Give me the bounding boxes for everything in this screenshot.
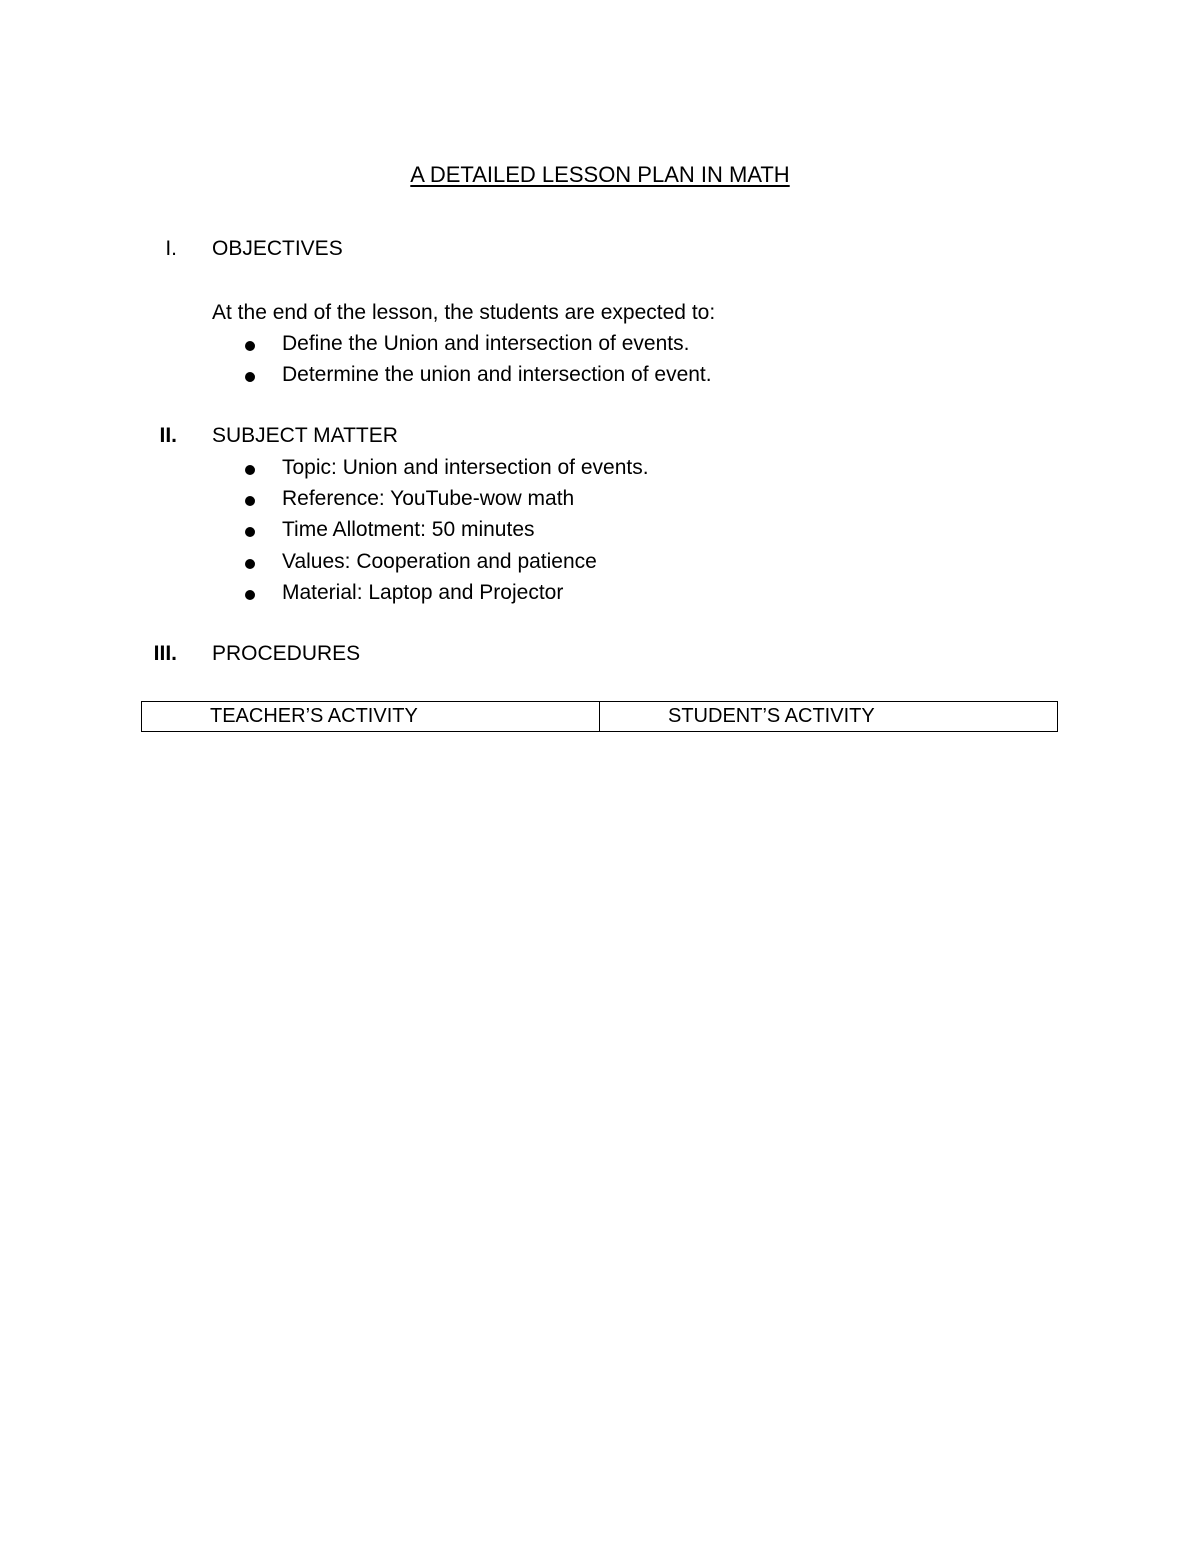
section-procedures-heading xyxy=(0,642,1200,670)
objectives-intro: At the end of the lesson, the students are expected to: xyxy=(212,301,716,324)
list-item xyxy=(0,581,1200,612)
table-header-row xyxy=(142,702,1058,732)
bullet-icon xyxy=(245,372,255,382)
list-item-text: Material: Laptop and Projector xyxy=(282,580,564,604)
list-item-text: Determine the union and intersection of event. xyxy=(282,363,712,387)
list-item-text: Define the Union and intersection of events. xyxy=(282,332,690,355)
bullet-icon xyxy=(245,559,255,569)
bullet-icon xyxy=(245,590,255,600)
list-item-text: Values: Cooperation and patience xyxy=(282,549,597,573)
list-item-text: Topic: Union and intersection of events. xyxy=(282,456,649,479)
list-item-text: Time Allotment: 50 minutes xyxy=(282,518,535,542)
list-item xyxy=(0,487,1200,518)
list-item xyxy=(0,332,1200,363)
section-number: I. xyxy=(165,237,177,260)
activity-table xyxy=(141,701,1058,732)
bullet-icon xyxy=(245,496,255,506)
list-item-text: Reference: YouTube-wow math xyxy=(282,487,575,511)
objectives-list xyxy=(0,332,1200,394)
subject-matter-list xyxy=(0,456,1200,612)
bullet-icon xyxy=(245,527,255,537)
bullet-icon xyxy=(245,465,255,475)
section-subject-matter-heading xyxy=(0,424,1200,452)
section-number: III. xyxy=(153,642,177,665)
section-number: II. xyxy=(159,424,177,447)
teacher-activity-header: TEACHER’S ACTIVITY xyxy=(142,702,600,732)
list-item xyxy=(0,550,1200,581)
list-item xyxy=(0,456,1200,487)
document-title: A DETAILED LESSON PLAN IN MATH xyxy=(410,162,790,187)
section-objectives-heading xyxy=(0,237,1200,265)
section-heading: SUBJECT MATTER xyxy=(212,424,398,447)
section-heading: OBJECTIVES xyxy=(212,237,343,260)
bullet-icon xyxy=(245,341,255,351)
student-activity-header: STUDENT’S ACTIVITY xyxy=(600,702,1058,732)
list-item xyxy=(0,518,1200,549)
section-heading: PROCEDURES xyxy=(212,642,361,665)
list-item xyxy=(0,363,1200,394)
